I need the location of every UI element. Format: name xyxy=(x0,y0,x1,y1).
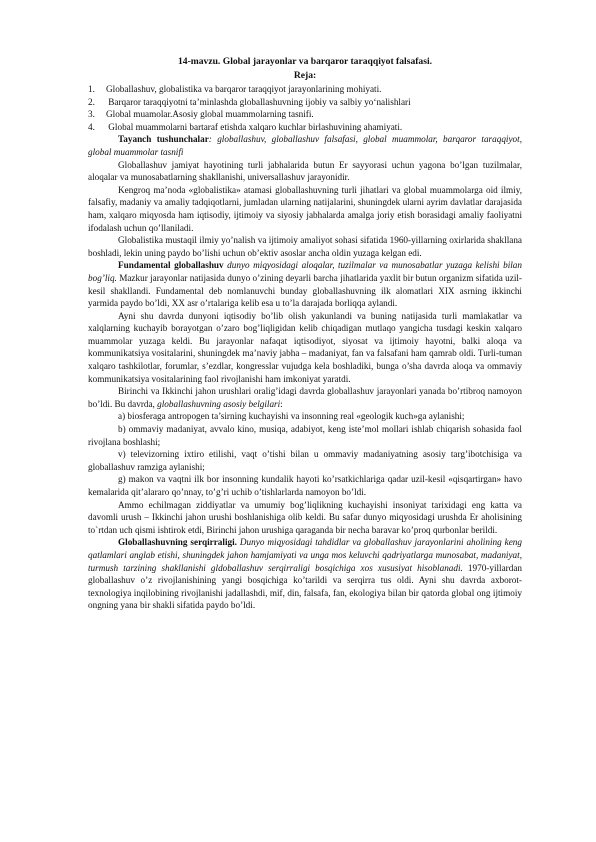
plan-item-text: Global muammolarni bartaraf etishda xalqaro kuchlar birlashuvining ahamiyati. xyxy=(106,121,403,132)
paragraph-3: Globalistika mustaqil ilmiy yo’nalish va ijtimoiy amaliyot sohasi sifatida 1960-yillarning oxirlarida shakllana boshladi, lekin uning paydo bo’lishi uchun ob’ektiv asoslar ancha oldin yuzaga kelgan edi. xyxy=(88,235,522,258)
paragraph-8 xyxy=(88,536,522,612)
paragraph-1: Globallashuv jamiyat hayotining turli jabhalarida butun Er sayyorasi uchun yagona bo’lgan tuzilmalar, aloqalar va munosabatlarning shakllanishi, universallashuv jarayonidir. xyxy=(88,159,522,183)
document-title: 14-mavzu. Global jarayonlar va barqaror taraqqiyot falsafasi. xyxy=(177,56,433,67)
paragraph-2: Kengroq ma’noda «globalistika» atamasi globallashuvning turli jihatlari va global muammolarga oid ilmiy, falsafiy, madaniy va amaliy tadqiqotlarni, jumladan ularning natijalarini, shuningdek ularni ayrim davlatlar darajasida ham, xalqaro miqyosda ham iqtisodiy, ijtimoiy va siyosiy jabhalarda amalga joriy etish borasidagi amaliy faoliyatni ifodalash uchun qo’llaniladi. xyxy=(88,184,522,233)
plan-item-text: Barqaror taraqqiyotni ta’minlashda globallashuvning ijobiy va salbiy yo‘nalishlari xyxy=(106,96,411,107)
document-page xyxy=(88,55,522,612)
paragraph-6-colon: : xyxy=(280,398,283,409)
plan-item-number: 4. xyxy=(88,121,95,132)
paragraph-8-text: 1970-yillardan globallashuv o’z rivojlanishining yangi bosqichiga ko’tarildi va serqirra tus oldi. Ayni shu davrda axborot-texnologiya inqilobining rivojlanishi jadallashdi, mif, din, falsafa, fan, ekologiya bilan bir qatorda global ong ijtimoiy ongning yana bir shakli sifatida paydo bo’ldi. xyxy=(88,562,523,611)
plan-list xyxy=(88,83,522,133)
plan-item xyxy=(88,83,522,96)
feature-v: v) televizorning ixtiro etilishi, vaqt o’tishi bilan u ommaviy madaniyatning asosiy targ’ibotchisiga va globallashuv ramziga aylanishi; xyxy=(88,449,522,472)
paragraph-4 xyxy=(88,259,522,309)
plan-item-text: Global muamolar.Asosiy global muammolarning tasnifi. xyxy=(106,109,314,120)
plan-item xyxy=(88,121,522,134)
fundamental-definition: dunyo miqyosidagi aloqalar, tuzilmalar va munosabatlar yuzaga kelishi bilan bog’liq. xyxy=(88,260,522,283)
key-concepts xyxy=(88,133,522,158)
feature-a: a) biosferaga antropogen ta’sirning kuchayishi va insonning real «geologik kuch»ga aylanishi; xyxy=(118,411,465,422)
multifaceted-definition: Dunyo miqyosidagi tahdidlar va globallashuv jarayonlarini aholining keng qatlamlari anglab etishi, shuningdek jahon hamjamiyati va unga mos keluvchi qadriyatlarga munosabat, madaniyat, turmush tarzining shakllanishi gldoballashuv serqirraligi bosqichiga xos xususiyat hisoblanadi. xyxy=(88,537,522,573)
feature-g: g) makon va vaqtni ilk bor insonning kundalik hayoti ko’rsatkichlariga qadar uzil-kesil «qisqartirgan» havo kemalarida qit’alararo qo’nnay, to’g’ri uchib o’tishlarlarda namoyon bo’ldi. xyxy=(88,474,522,497)
feature-b: b) ommaviy madaniyat, avvalo kino, musiqa, adabiyot, keng iste’mol mollari ishlab chiqarish sohasida faol rivojlana boshlashi; xyxy=(88,424,522,447)
multifaceted-term: Globallashuvning serqirraligi. xyxy=(118,537,237,548)
paragraph-6-text: Birinchi va Ikkinchi jahon urushlari oralig’idagi davrda globallashuv jarayonlari yanada bo’rtibroq namoyon bo’ldi. Bu davrda, xyxy=(88,386,522,409)
plan-heading: Reja: xyxy=(293,70,317,81)
plan-item-number: 1. xyxy=(88,84,95,94)
paragraph-4-text: Mazkur jarayonlar natijasida dunyo o’zining deyarli barcha jihatlarida yaxlit bir butun organizm sifatida uzil-kesil shakllandi. Fundamental deb nomlanuvchi bunday globallashuvning ilk alomatlari XIX asrning ikkinchi yarmida paydo bo’ldi, XX asr o’rtalariga kelib esa u to’la darajada borliqqa aylandi. xyxy=(88,272,522,309)
plan-item-number: 3. xyxy=(88,109,95,120)
plan-item-text: Globallashuv, globalistika va barqaror taraqqiyot jarayonlarining mohiyati. xyxy=(106,84,382,94)
paragraph-6 xyxy=(88,385,522,410)
main-features-term: globallashuvning asosiy belgilari xyxy=(157,398,281,409)
paragraph-5: Ayni shu davrda dunyoni iqtisodiy bo’lib olish yakunlandi va buning natijasida turli mamlakatlar va xalqlarning kuchayib borayotgan o’zaro bog’liqligidan kelib chiqadigan mutlaqo yangicha tusdagi keskin xalqaro muammolar yuzaga keldi. Bu jarayonlar nafaqat iqtisodiyot, siyosat va ijtimoiy hayotni, balki aloqa va kommunikatsiya vositalarini, shuningdek ma’naviy jabha – madaniyat, fan va falsafani ham qamrab oldi. Turli-tuman xalqaro tashkilotlar, forumlar, s’ezdlar, kongresslar vujudga kela boshladiki, bunga o’sha davrda aloqa va ommaviy kommunikatsiya vositalarining faol rivojlanishi ham imkoniyat yaratdi. xyxy=(88,310,522,384)
key-concepts-text: : globallashuv, globallashuv falsafasi, global muammolar, barqaror taraqqiyot, global muammolar tasnifi xyxy=(88,134,522,157)
fundamental-term: Fundamental globallashuv xyxy=(118,260,224,271)
plan-item xyxy=(88,96,522,109)
plan-item xyxy=(88,108,522,121)
plan-item-number: 2. xyxy=(88,96,95,107)
key-concepts-label: Tayanch tushunchalar xyxy=(118,134,209,145)
paragraph-7: Ammo echilmagan ziddiyatlar va umumiy bog’liqlikning kuchayishi insoniyat tarixidagi eng katta va davomli urush – Ikkinchi jahon urushi boshlanishiga olib keldi. Bu safar dunyo miqyosidagi urushda Er aholisining to`rtdan uch qismi ishtirok etdi, Birinchi jahon urushiga qaraganda bir necha baravar ko’proq qurbonlar berildi. xyxy=(88,499,522,535)
